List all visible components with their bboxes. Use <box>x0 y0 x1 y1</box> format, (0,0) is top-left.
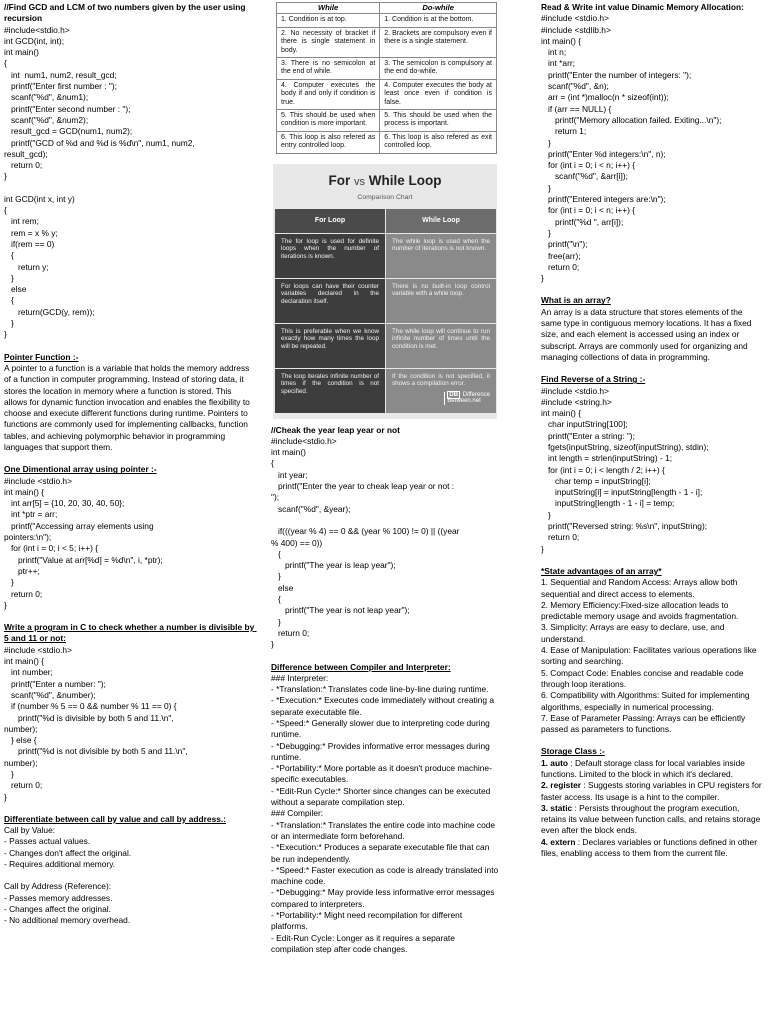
call-by-address-text: Call by Address (Reference): - Passes memory addresses. - Changes affect the original. - No additional memory overhead. <box>4 881 131 926</box>
storage-item <box>541 803 765 837</box>
chart-title-for: For <box>328 172 351 188</box>
table-cell: 1. Condition is at top. <box>277 14 380 27</box>
divisible-code: #include <stdio.h> int main() { int number; printf("Enter a number: "); scanf("%d", &number); if (number % 5 == 0 && number % 11 == 0) { printf("%d is divisible by both 5 and 11.\n", number); } else { printf("%d is not divisible by both 5 and 11.\n", number); } return 0; } <box>4 644 188 802</box>
compiler-interpreter-text: ### Interpreter: - *Translation:* Translates code line-by-line during runtime. - *Execution:* Executes code immediately without creating a separate executable file. - *Speed:* Generally slower due to interpreting code during runtime. - *Debugging:* Provides informative error messages during runtime. - *Portability:* More portable as it doesn't produce machine-specific executables. - *Edit-Run Cycle:* Shorter since changes can be executed without a separate compilation step. ### Compiler: - *Translation:* Translates the entire code into machine code or an intermediate form beforehand. - *Execution:* Produces a separate executable file that can be run independently. - *Speed:* Faster execution as code is already translated into machine code. - *Debugging:* May provide less informative error messages compared to interpreters. - *Portability:* Might need recompilation for different platforms. - Edit-Run Cycle: Longer as it requires a separate compilation step after code changes. <box>271 672 499 954</box>
logo-line2: Between.net <box>447 398 481 405</box>
difference-between-logo <box>444 392 490 405</box>
array-advantages-title: *State advantages of an array* <box>541 565 662 576</box>
left-column <box>4 2 256 927</box>
middle-column <box>271 2 499 955</box>
pointer-function-title: Pointer Function :- <box>4 351 79 362</box>
chart-cell: This is preferable when we know exactly how many times the loop will be repeated. <box>275 324 385 368</box>
table-header-while: While <box>277 3 380 14</box>
call-by-title: Differentiate between call by value and call by address.: <box>4 813 227 824</box>
table-row <box>277 131 497 153</box>
storage-term: 4. extern <box>541 836 576 847</box>
what-is-array-title: What is an array? <box>541 295 611 306</box>
table-cell: 1. Condition is at the bottom. <box>380 14 497 27</box>
storage-desc: : Default storage class for local variables inside functions. Limited to the block in which it's declared. <box>541 757 748 779</box>
logo-mark: DB <box>449 391 459 398</box>
table-header-dowhile: Do-while <box>380 3 497 14</box>
chart-cell: There is no built-in loop control variable with a while loop. <box>386 279 496 323</box>
pointer-function-text: A pointer to a function is a variable that holds the memory address of a function in computer programming. Instead of storing data, it stores the location in memory where a function is stored. This allows for dynamic function invocation and enables the flexibility to choose and execute different functions during runtime. Pointers to functions are commonly used for implementing callbacks, function tables, and achieving polymorphic behavior in programming languages that support them. <box>4 362 253 452</box>
storage-term: 1. auto <box>541 757 568 768</box>
gcd-main-code: #include<stdio.h> int GCD(int, int); int main() { int num1, num2, result_gcd; printf("Enter first number : "); scanf("%d", &num1); printf("Enter second number : "); scanf("%d", &num2); result_gcd = GCD(num1, num2); printf("GCD of %d and %d is %d\n", num1, num2, result_gcd); return 0; } <box>4 24 195 182</box>
chart-title-vs: vs <box>354 175 365 188</box>
storage-item <box>541 758 765 781</box>
dynamic-memory-title: Read & Write int value Dinamic Memory Allocation: <box>541 2 744 12</box>
chart-cell: The while loop is used when the number of iterations is not known. <box>386 234 496 278</box>
chart-cell: For loops can have their counter variables declared in the declaration itself. <box>275 279 385 323</box>
chart-cell-last <box>386 369 496 413</box>
reverse-string-title: Find Reverse of a String :- <box>541 374 646 385</box>
reverse-string-code: #include <stdio.h> #include <string.h> int main() { char inputString[100]; printf("Enter a string: "); fgets(inputString, sizeof(inputString), stdin); int length = strlen(inputString) - 1; for (int i = 0; i < length / 2; i++) { char temp = inputString[i]; inputString[i] = inputString[length - 1 - i]; inputString[length - 1 - i] = temp; } printf("Reversed string: %s\n", inputString); return 0; } <box>541 385 709 554</box>
storage-term: 2. register <box>541 780 582 791</box>
storage-item <box>541 780 765 803</box>
table-cell: 2. Brackets are compulsory even if there is a single statement. <box>380 27 497 57</box>
logo-line1: Difference <box>462 391 490 398</box>
while-dowhile-table <box>276 2 497 154</box>
chart-cell-text: If the condition is not specified, it shows a compilation error. <box>392 372 490 388</box>
table-row <box>277 27 497 57</box>
chart-cell: The for loop is used for definite loops when the number of iterations is known. <box>275 234 385 278</box>
storage-item <box>541 837 765 860</box>
storage-desc: : Suggests storing variables in CPU registers for faster access. Its usage is a hint to the compiler. <box>541 780 764 802</box>
chart-cell: The while loop will continue to run infinite number of times until the condition is met. <box>386 324 496 368</box>
right-column <box>541 2 765 859</box>
chart-cell: The loop iterates infinite number of times if the condition is not specified. <box>275 369 385 413</box>
gcd-function-code: int GCD(int x, int y) { int rem; rem = x % y; if(rem == 0) { return y; } else { return(GCD(y, rem)); } } <box>4 193 95 340</box>
table-row <box>277 79 497 109</box>
call-by-value-text: Call by Value: - Passes actual values. - Changes don't affect the original. - Requires additional memory. <box>4 825 132 870</box>
table-cell: 6. This loop is also refered as exit controlled loop. <box>380 131 497 153</box>
for-vs-while-chart <box>273 164 497 419</box>
storage-class-title: Storage Class :- <box>541 746 605 757</box>
table-cell: 6. This loop is also refered as entry controlled loop. <box>277 131 380 153</box>
chart-grid <box>275 209 497 412</box>
table-row <box>277 14 497 27</box>
table-cell: 4. Computer executes the body if and only if condition is true. <box>277 79 380 109</box>
array-pointer-code: #include <stdio.h> int main() { int arr[5] = {10, 20, 30, 40, 50}; int *ptr = arr; printf("Accessing array elements using pointers:\n"); for (int i = 0; i < 5; i++) { printf("Value at arr[%d] = %d\n", i, *ptr); ptr++; } return 0; } <box>4 475 163 610</box>
table-cell: 5. This should be used when the process is important. <box>380 110 497 132</box>
storage-term: 3. static <box>541 802 573 813</box>
chart-head-for: For Loop <box>275 209 385 232</box>
array-advantages-text: 1. Sequential and Random Access: Arrays allow both sequential and direct access to elements. 2. Memory Efficiency:Fixed-size allocation leads to predictable memory usage and avoids fragmentation. 3. Simplicity: Arrays are easy to declare, use, and understand. 4. Ease of Manipulation: Facilitates various operations like sorting and searching. 5. Compact Code: Enables concise and readable code through loop iterations. 6. Compatibility with Algorithms: Suited for implementing algorithms, especially in numerical processing. 7. Ease of Parameter Passing: Arrays can be efficiently passed as parameters to functions. <box>541 577 757 735</box>
chart-title <box>273 164 497 188</box>
table-row <box>277 58 497 80</box>
storage-desc: : Declares variables or functions defined in other files, enabling access to them from the current file. <box>541 836 760 859</box>
table-cell: 4. Computer executes the body at least once even if condition is false. <box>380 79 497 109</box>
what-is-array-text: An array is a data structure that stores elements of the same type in contiguous memory locations. It has a fixed size, and each element is accessed using an index or subscript. Arrays are commonly used for organizing and managing collections of data in programming. <box>541 306 754 362</box>
storage-desc: : Persists throughout the program execution, retains its value between function calls, and retains storage even after the block ends. <box>541 802 763 836</box>
leap-year-title: //Cheak the year leap year or not <box>271 424 400 435</box>
chart-subtitle: Comparison Chart <box>357 193 413 201</box>
gcd-title: //Find GCD and LCM of two numbers given by the user using recursion <box>4 2 248 24</box>
chart-title-while: While Loop <box>368 172 442 188</box>
table-cell: 5. This should be used when condition is more important. <box>277 110 380 132</box>
table-cell: 3. There is no semicolon at the end of while. <box>277 58 380 80</box>
table-cell: 2. No necessity of bracket if there is single statement in body. <box>277 27 380 57</box>
table-row <box>277 110 497 132</box>
chart-head-while: While Loop <box>386 209 496 232</box>
leap-year-code: #include<stdio.h> int main() { int year; printf("Enter the year to cheak leap year or not : "); scanf("%d", &year); if(((year % 4) == 0 && (year % 100) != 0) || ((year % 400) == 0)) { printf("The year is leap year"); } else { printf("The year is not leap year"); } return 0; } <box>271 435 460 650</box>
dynamic-memory-code: #include <stdio.h> #include <stdlib.h> int main() { int n; int *arr; printf("Enter the number of integers: "); scanf("%d", &n); arr = (int *)malloc(n * sizeof(int)); if (arr == NULL) { printf("Memory allocation failed. Exiting...\n"); return 1; } printf("Enter %d integers:\n", n); for (int i = 0; i < n; i++) { scanf("%d", &arr[i]); } printf("Entered integers are:\n"); for (int i = 0; i < n; i++) { printf("%d ", arr[i]); } printf("\n"); free(arr); return 0; } <box>541 13 722 284</box>
array-pointer-title: One Dimentional array using pointer :- <box>4 464 157 475</box>
divisible-title: Write a program in C to check whether a number is divisible by 5 and 11 or not: <box>4 622 257 644</box>
table-cell: 3. The semicolon is compulsory at the end do-while. <box>380 58 497 80</box>
compiler-interpreter-title: Difference between Compiler and Interpreter: <box>271 661 451 672</box>
